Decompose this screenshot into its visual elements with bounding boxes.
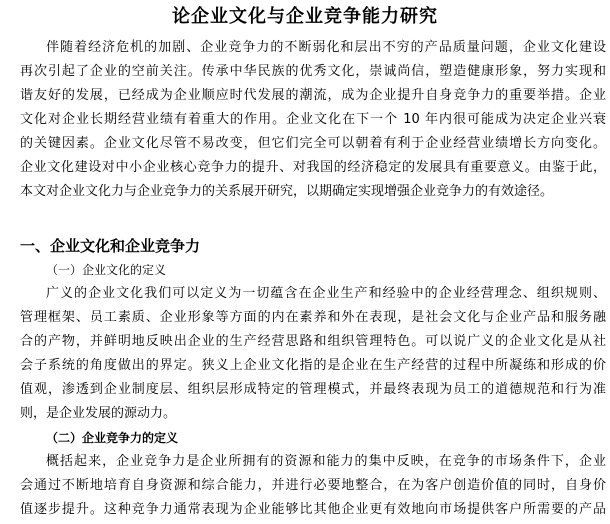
intro-line-1: 伴随着经济危机的加剧、企业竞争力的不断弱化和层出不穷的产品质量问题，企业文化建设: [46, 40, 606, 55]
intro-line-3: 谐友好的发展，已经成为企业顺应时代发展的潮流，成为企业提升自身竞争力的重要举措。企业: [20, 88, 606, 103]
subsection-heading-2: （二）企业竞争力的定义: [46, 431, 179, 445]
sub1-line-4: 会子系统的角度做出的界定。狭义上企业文化指的是企业在生产经营的过程中所凝练和形成的价: [20, 358, 606, 373]
sub2-line-1: 概括起来，企业竞争力是企业所拥有的资源和能力的集中反映，在竞争的市场条件下，企业: [46, 454, 606, 469]
intro-line-7: 本文对企业文化力与企业竞争力的关系展开研究，以期确定实现增强企业竞争力的有效途径。: [20, 184, 554, 199]
sub1-line-6: 则，是企业发展的源动力。: [20, 406, 177, 421]
intro-line-5: 的关键因素。企业文化尽管不易改变，但它们完全可以朝着有利于企业经营业绩增长方向变化。: [20, 136, 606, 151]
intro-line-4: 文化对企业长期经营业绩有着重大的作用。企业文化在下一个 10 年内很可能成为决定企业兴衰: [20, 112, 606, 127]
intro-line-6: 企业文化建设对中小企业核心竞争力的提升、对我国的经济稳定的发展具有重要意义。由鉴于此，: [20, 160, 606, 175]
intro-line-2: 再次引起了企业的空前关注。传承中华民族的优秀文化，崇诚尚信，塑造健康形象，努力实现和: [20, 64, 606, 79]
section-heading-1: 一、企业文化和企业竞争力: [20, 237, 201, 255]
sub1-line-1: 广义的企业文化我们可以定义为一切蕴含在企业生产和经验中的企业经营理念、组织规则、: [46, 286, 606, 301]
sub2-line-3: 值逐步提升。这种竞争力通常表现为企业能够比其他企业更有效地向市场提供客户所需要的产品: [20, 502, 606, 517]
sub1-line-2: 管理框架、员工素质、企业形象等方面的内在素养和外在表现，是社会文化与企业产品和服务融: [20, 310, 606, 325]
sub1-line-5: 值观，渗透到企业制度层、组织层形成特定的管理模式，并最终表现为员工的道德规范和行为准: [20, 382, 606, 397]
subsection-heading-1: （一）企业文化的定义: [46, 263, 167, 277]
sub2-line-2: 会通过不断地培育自身资源和综合能力，并进行必要地整合，在为客户创造价值的同时，自身价: [20, 478, 606, 493]
document-title: 论企业文化与企业竞争能力研究: [172, 6, 438, 27]
sub1-line-3: 合的产物，并鲜明地反映出企业的生产经营思路和组织管理特色。可以说广义的企业文化是从社: [20, 334, 606, 349]
